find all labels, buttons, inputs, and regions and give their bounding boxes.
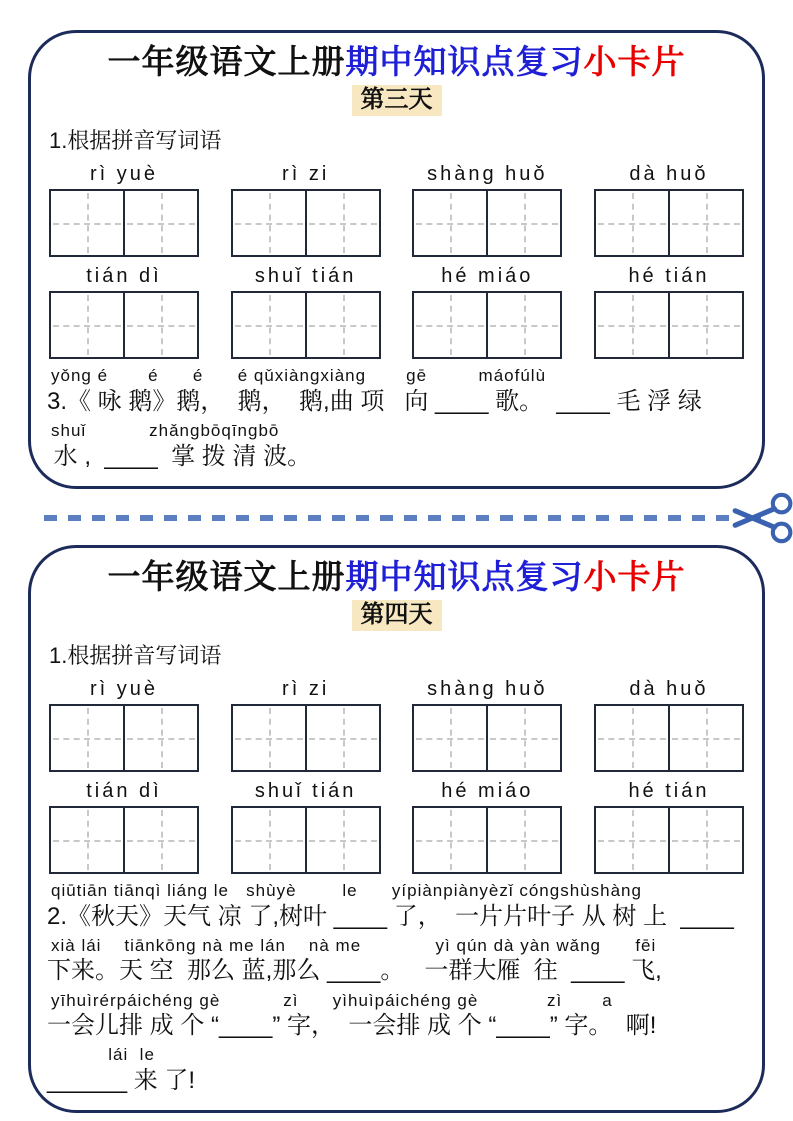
- word-box-group: [231, 265, 381, 359]
- word-box-group: [594, 163, 744, 257]
- exercise-pinyin-line: shuǐ zhǎngbōqīngbō: [51, 420, 280, 440]
- word-box-group: [231, 678, 381, 772]
- pinyin-label: dà huǒ: [629, 677, 709, 700]
- writing-box-pair: [231, 704, 381, 772]
- writing-cell: [596, 293, 668, 357]
- title-part-topic: 期中知识点复习: [345, 43, 584, 80]
- pinyin-box-row-2: [47, 265, 746, 359]
- day-row: [47, 85, 746, 116]
- exercise-line: [47, 422, 746, 472]
- writing-cell: [233, 191, 305, 255]
- writing-box-pair: [231, 189, 381, 257]
- pinyin-label: shuǐ tián: [254, 265, 357, 288]
- pinyin-label: hé tián: [628, 779, 710, 802]
- writing-box-pair: [231, 291, 381, 359]
- writing-cell: [51, 293, 123, 357]
- exercise-text-line: 水 , ____ 掌 拨 清 波。: [47, 442, 312, 470]
- writing-box-pair: [594, 189, 744, 257]
- word-box-group: [412, 678, 562, 772]
- pinyin-box-row-2: [47, 780, 746, 874]
- writing-cell: [305, 293, 379, 357]
- writing-box-pair: [594, 291, 744, 359]
- writing-cell: [123, 191, 197, 255]
- word-box-group: [594, 265, 744, 359]
- writing-cell: [596, 808, 668, 872]
- title-part-book: 一年级语文上册: [107, 43, 346, 80]
- writing-box-pair: [594, 806, 744, 874]
- writing-cell: [51, 706, 123, 770]
- card-day4: [28, 545, 765, 1114]
- writing-cell: [596, 191, 668, 255]
- pinyin-label: rì zi: [282, 163, 330, 186]
- word-box-group: [49, 678, 199, 772]
- word-box-group: [412, 163, 562, 257]
- cut-line: [0, 491, 793, 545]
- writing-box-pair: [49, 291, 199, 359]
- word-box-group: [412, 780, 562, 874]
- writing-cell: [486, 293, 560, 357]
- pinyin-label: hé miáo: [441, 779, 534, 802]
- writing-box-pair: [412, 704, 562, 772]
- exercise-yong-e: [47, 367, 746, 472]
- exercise-qiutian: [47, 882, 746, 1097]
- pinyin-label: hé tián: [628, 265, 710, 288]
- writing-cell: [123, 706, 197, 770]
- writing-cell: [668, 191, 742, 255]
- word-box-group: [231, 780, 381, 874]
- writing-cell: [233, 293, 305, 357]
- section-heading: 1.根据拼音写词语: [49, 128, 222, 154]
- writing-cell: [305, 808, 379, 872]
- day-badge: 第三天: [352, 85, 442, 116]
- writing-box-pair: [49, 704, 199, 772]
- pinyin-label: shàng huǒ: [427, 677, 548, 700]
- writing-cell: [596, 706, 668, 770]
- pinyin-label: rì yuè: [89, 163, 159, 186]
- pinyin-label: tián dì: [86, 265, 162, 288]
- writing-cell: [414, 808, 486, 872]
- writing-cell: [305, 706, 379, 770]
- exercise-text-line: 2.《秋天》天气 凉 了,树叶 ____ 了， 一片片叶子 从 树 上 ____: [47, 902, 734, 930]
- exercise-pinyin-line: qiūtiān tiānqì liáng le shùyè le yípiànpiànyèzǐ cóngshùshàng: [51, 880, 642, 900]
- exercise-pinyin-line: yīhuìrérpáichéng gè zì yìhuìpáichéng gè zì a: [51, 990, 613, 1010]
- word-box-group: [49, 163, 199, 257]
- writing-box-pair: [412, 806, 562, 874]
- pinyin-box-row-1: [47, 163, 746, 257]
- writing-box-pair: [594, 704, 744, 772]
- writing-cell: [305, 191, 379, 255]
- writing-cell: [486, 191, 560, 255]
- writing-cell: [233, 706, 305, 770]
- exercise-text-line: 3.《 咏 鹅》鹅， 鹅， 鹅,曲 项 向 ____ 歌。 ____ 毛 浮 绿: [47, 387, 702, 415]
- exercise-line: [47, 882, 746, 932]
- exercise-line: [47, 992, 746, 1042]
- card-title: [47, 556, 746, 597]
- day-badge: 第四天: [352, 600, 442, 631]
- writing-cell: [123, 293, 197, 357]
- writing-cell: [51, 808, 123, 872]
- exercise-pinyin-line: lái le: [51, 1045, 155, 1065]
- word-box-group: [49, 780, 199, 874]
- title-part-book: 一年级语文上册: [107, 557, 346, 595]
- pinyin-label: rì yuè: [89, 677, 159, 700]
- writing-cell: [233, 808, 305, 872]
- writing-cell: [123, 808, 197, 872]
- pinyin-label: shuǐ tián: [254, 779, 357, 802]
- exercise-line: [47, 367, 746, 417]
- title-part-card: 小卡片: [583, 557, 686, 595]
- scissors-icon: [729, 491, 793, 545]
- card-day3: [28, 30, 765, 489]
- title-part-card: 小卡片: [583, 43, 686, 80]
- exercise-text-line: ______ 来 了!: [47, 1067, 196, 1095]
- exercise-line: [47, 1046, 746, 1096]
- writing-box-pair: [412, 189, 562, 257]
- writing-cell: [414, 191, 486, 255]
- writing-box-pair: [49, 189, 199, 257]
- card-title: [47, 41, 746, 82]
- word-box-group: [412, 265, 562, 359]
- pinyin-label: rì zi: [282, 677, 330, 700]
- writing-cell: [668, 808, 742, 872]
- pinyin-label: shàng huǒ: [427, 163, 548, 186]
- dashed-cut-line: [44, 515, 729, 521]
- writing-cell: [668, 706, 742, 770]
- exercise-text-line: 下来。天 空 那么 蓝,那么 ____。 一群大雁 往 ____ 飞,: [47, 957, 662, 985]
- pinyin-label: hé miáo: [441, 265, 534, 288]
- writing-cell: [486, 706, 560, 770]
- word-box-group: [49, 265, 199, 359]
- pinyin-label: tián dì: [86, 779, 162, 802]
- day-row: [47, 600, 746, 631]
- exercise-line: [47, 937, 746, 987]
- writing-cell: [51, 191, 123, 255]
- writing-box-pair: [412, 291, 562, 359]
- writing-cell: [414, 706, 486, 770]
- writing-cell: [668, 293, 742, 357]
- pinyin-label: dà huǒ: [629, 163, 709, 186]
- word-box-group: [231, 163, 381, 257]
- exercise-text-line: 一会儿排 成 个 “____” 字， 一会排 成 个 “____” 字。 啊!: [47, 1012, 657, 1040]
- writing-cell: [486, 808, 560, 872]
- pinyin-box-row-1: [47, 678, 746, 772]
- exercise-pinyin-line: xià lái tiānkōng nà me lán nà me yì qún dà yàn wǎng fēi: [51, 935, 657, 955]
- section-heading: 1.根据拼音写词语: [49, 642, 222, 668]
- writing-box-pair: [49, 806, 199, 874]
- title-part-topic: 期中知识点复习: [345, 557, 584, 595]
- exercise-pinyin-line: yǒng é é é é qǔxiàngxiàng gē máofúlù: [51, 366, 547, 386]
- writing-box-pair: [231, 806, 381, 874]
- writing-cell: [414, 293, 486, 357]
- word-box-group: [594, 678, 744, 772]
- word-box-group: [594, 780, 744, 874]
